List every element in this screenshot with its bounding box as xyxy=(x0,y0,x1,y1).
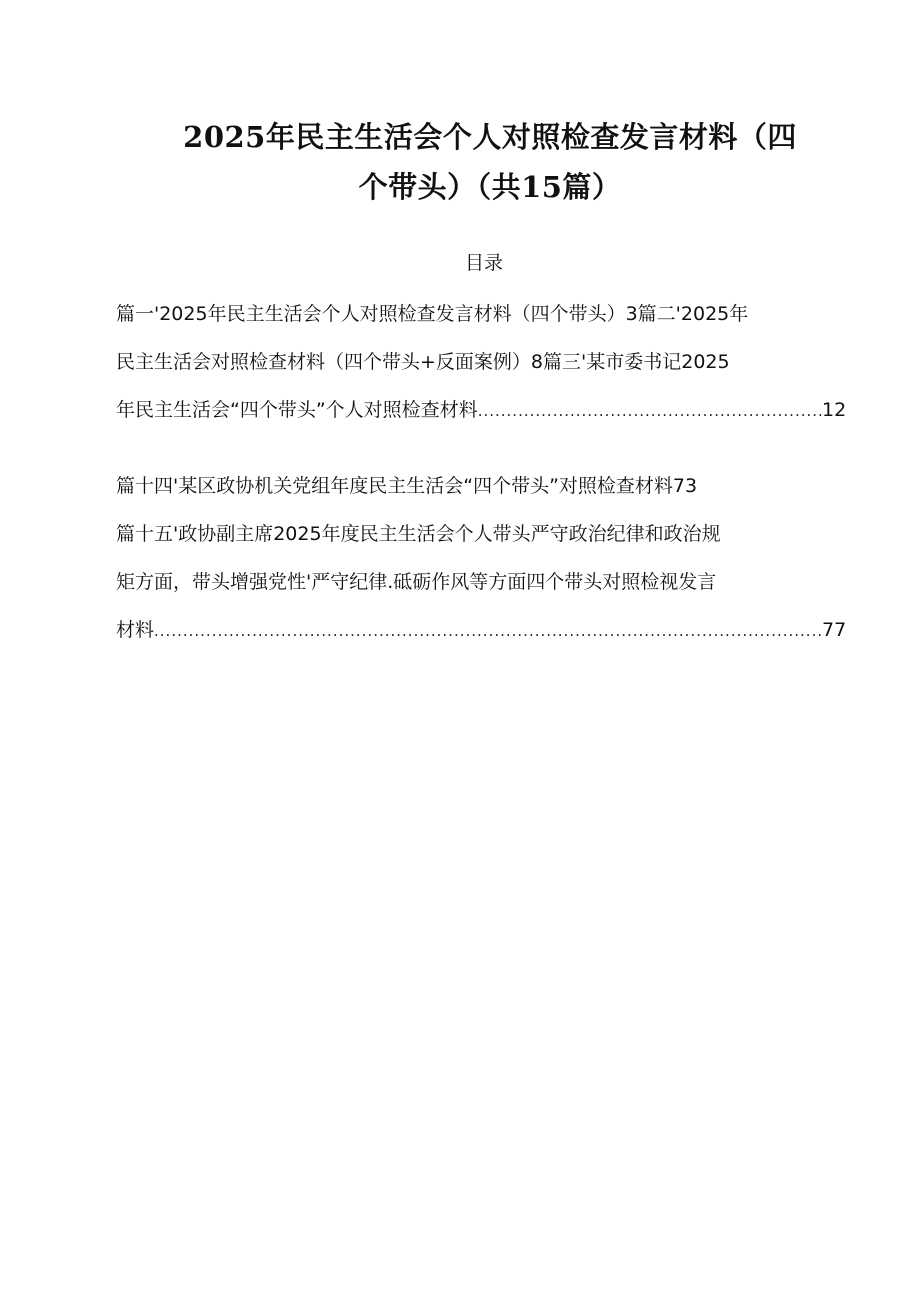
toc-entry-with-leader[interactable] xyxy=(116,606,856,655)
toc-line[interactable]: 篇一'2025年民主生活会个人对照检查发言材料（四个带头）3篇二'2025年 xyxy=(116,303,749,325)
toc-block-1 xyxy=(116,290,856,435)
toc-heading: 目录 xyxy=(464,252,503,274)
toc-entry-label: 年民主生活会“四个带头”个人对照检查材料 xyxy=(116,399,478,421)
dot-leader xyxy=(154,607,822,655)
toc-line[interactable]: 篇十四'某区政协机关党组年度民主生活会“四个带头”对照检查材料73 xyxy=(116,475,698,497)
document-title-line-1: 2025年民主生活会个人对照检查发言材料（四 xyxy=(183,120,797,154)
dot-leader xyxy=(478,387,822,435)
toc-block-2 xyxy=(116,462,856,655)
toc-line[interactable]: 矩方面，带头增强党性'严守纪律.砥砺作风等方面四个带头对照检视发言 xyxy=(116,571,717,593)
toc-line[interactable]: 民主生活会对照检查材料（四个带头+反面案例）8篇三'某市委书记2025 xyxy=(116,351,730,373)
toc-page-number: 12 xyxy=(822,399,847,421)
toc-line[interactable]: 篇十五'政协副主席2025年度民主生活会个人带头严守政治纪律和政治规 xyxy=(116,523,721,545)
document-title-line-2: 个带头）（共15篇） xyxy=(358,170,622,204)
toc-entry-with-leader[interactable] xyxy=(116,386,856,435)
toc-page-number: 77 xyxy=(822,619,847,641)
toc-entry-label: 材料 xyxy=(116,619,155,641)
document-title xyxy=(150,112,830,212)
